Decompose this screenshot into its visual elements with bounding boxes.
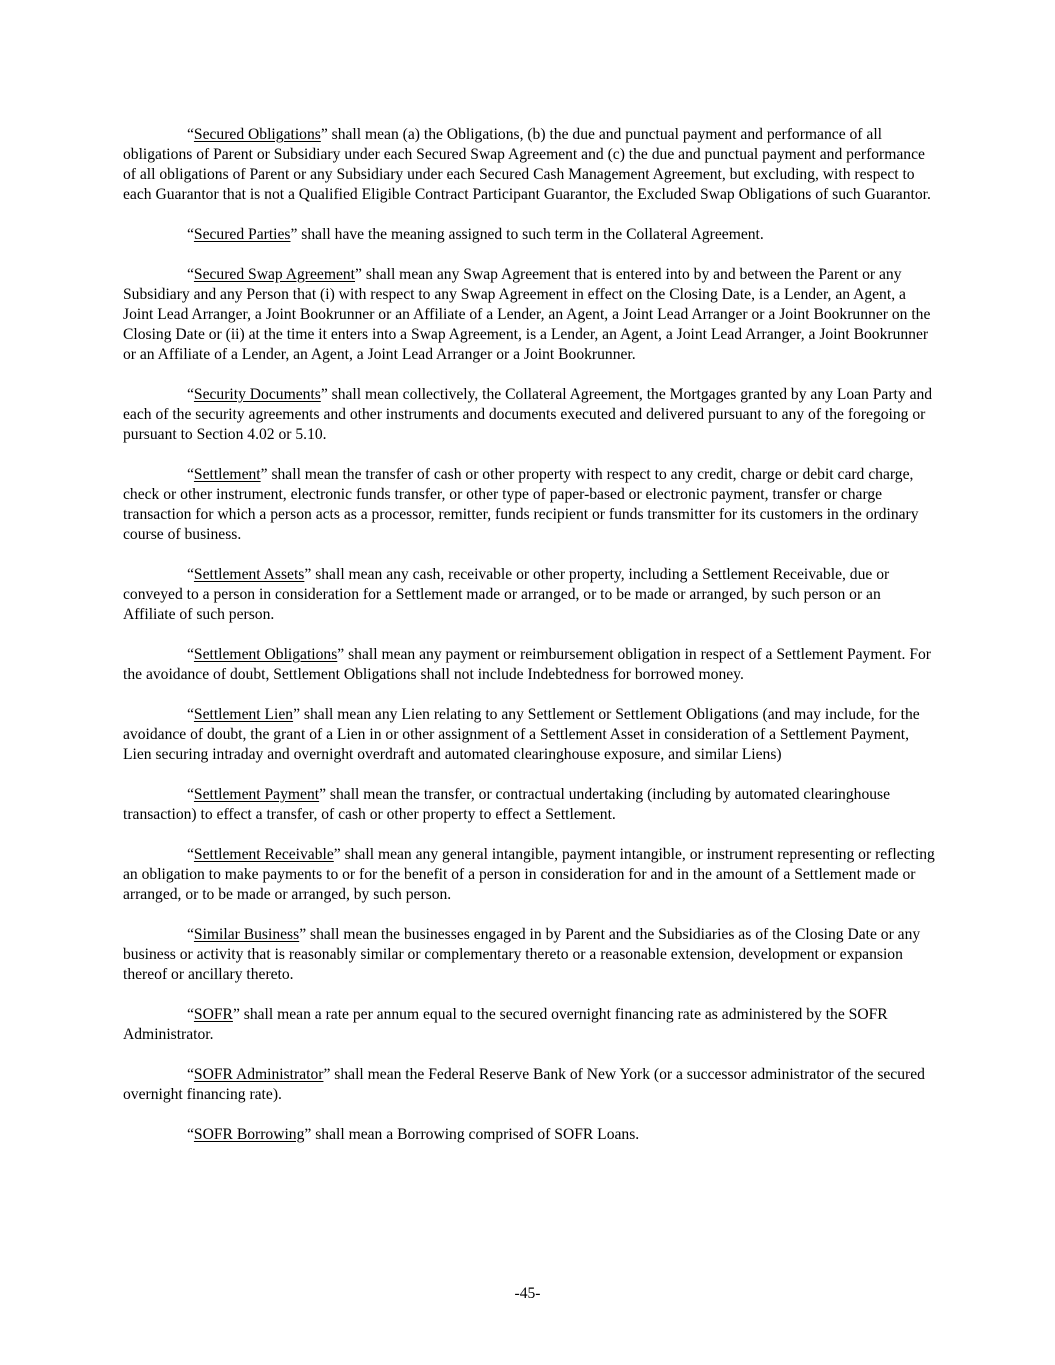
definitions-list [123,125,935,1165]
defined-term: SOFR Borrowing [193,1126,305,1143]
definition-text: shall mean a rate per annum equal to the secured overnight financing rate as administered by the SOFR Administrator. [123,1006,888,1043]
definition-text: shall mean any general intangible, payment intangible, or instrument representing or reflecting an obligation to make payments to or for the benefit of a person in consideration for and in the amount of a Settlement made or arranged, or to be made or arranged, by such person. [123,846,935,903]
defined-term: Settlement [193,466,261,483]
defined-term: Settlement Lien [193,706,294,723]
definition-text: shall mean any payment or reimbursement obligation in respect of a Settlement Payment. For the avoidance of doubt, Settlement Obligations shall not include Indebtedness for borrowed money. [123,646,931,683]
definition-paragraph: “Settlement Lien” shall mean any Lien relating to any Settlement or Settlement Obligations (and may include, for the avoidance of doubt, the grant of a Lien in or other assignment of a Settlement Asset in consideration of a Settlement Payment, Lien securing intraday and overnight overdraft and automated clearinghouse exposure, and similar Liens) [123,706,920,763]
defined-term: Secured Swap Agreement [193,266,356,283]
definition-text: shall mean the transfer, or contractual undertaking (including by automated clearinghouse transaction) to effect a transfer, of cash or other property to effect a Settlement. [123,786,891,823]
defined-term: Security Documents [193,386,321,403]
definition-text: shall mean any Lien relating to any Settlement or Settlement Obligations (and may include, for the avoidance of doubt, the grant of a Lien in or other assignment of a Settlement Asset in consideration of a Settlement Payment, Lien securing intraday and overnight overdraft and automated clearinghouse exposure, and similar Liens) [123,706,920,763]
definition-text: shall mean (a) the Obligations, (b) the due and punctual payment and performance of all obligations of Parent or Subsidiary under each Secured Swap Agreement and (c) the due and punctual payment and performance of all obligations of Parent or any Subsidiary under each Secured Cash Management Agreement, but excluding, with respect to each Guarantor that is not a Qualified Eligible Contract Participant Guarantor, the Excluded Swap Obligations of such Guarantor. [123,126,931,203]
defined-term: Secured Parties [193,226,291,243]
definition-paragraph: “Settlement Obligations” shall mean any payment or reimbursement obligation in respect of a Settlement Payment. For the avoidance of doubt, Settlement Obligations shall not include Indebtedness for borrowed money. [123,646,931,683]
definition-text: shall mean any Swap Agreement that is entered into by and between the Parent or any Subsidiary and any Person that (i) with respect to any Swap Agreement in effect on the Closing Date, is a Lender, an Agent, a Joint Lead Arranger, a Joint Bookrunner or an Affiliate of a Lender, an Agent, a Joint Lead Arranger or a Joint Bookrunner on the Closing Date or (ii) at the time it enters into a Swap Agreement, is a Lender, an Agent, a Joint Lead Arranger, a Joint Bookrunner or an Affiliate of a Lender, an Agent, a Joint Lead Arranger or a Joint Bookrunner. [123,266,931,363]
defined-term: Settlement Assets [193,566,305,583]
definition-text: shall mean a Borrowing comprised of SOFR Loans. [311,1126,640,1143]
definition-text: shall mean the businesses engaged in by Parent and the Subsidiaries as of the Closing Date or any business or activity that is reasonably similar or complementary thereto or a reasonable extension, development or expansion thereof or ancillary thereto. [123,926,921,983]
definition-paragraph: “Similar Business” shall mean the businesses engaged in by Parent and the Subsidiaries as of the Closing Date or any business or activity that is reasonably similar or complementary thereto or a reasonable extension, development or expansion thereof or ancillary thereto. [123,926,921,983]
defined-term: Similar Business [193,926,300,943]
definition-paragraph: “SOFR” shall mean a rate per annum equal to the secured overnight financing rate as administered by the SOFR Administrator. [123,1006,888,1043]
defined-term: SOFR Administrator [193,1066,324,1083]
defined-term: Settlement Receivable [193,846,334,863]
definition-paragraph: “Settlement Assets” shall mean any cash, receivable or other property, including a Settlement Receivable, due or conveyed to a person in consideration for a Settlement made or arranged, or to be made or arranged, by such person or an Affiliate of such person. [123,566,890,623]
definition-paragraph: “Secured Obligations” shall mean (a) the Obligations, (b) the due and punctual payment and performance of all obligations of Parent or Subsidiary under each Secured Swap Agreement and (c) the due and punctual payment and performance of all obligations of Parent or any Subsidiary under each Secured Cash Management Agreement, but excluding, with respect to each Guarantor that is not a Qualified Eligible Contract Participant Guarantor, the Excluded Swap Obligations of such Guarantor. [123,126,931,203]
definition-text: shall have the meaning assigned to such term in the Collateral Agreement. [297,226,764,243]
definition-paragraph: “SOFR Administrator” shall mean the Federal Reserve Bank of New York (or a successor administrator of the secured overnight financing rate). [123,1066,925,1103]
definition-paragraph: “Secured Parties” shall have the meaning assigned to such term in the Collateral Agreement. [187,226,764,243]
definition-text: shall mean the Federal Reserve Bank of New York (or a successor administrator of the secured overnight financing rate). [123,1066,925,1103]
definition-text: shall mean the transfer of cash or other property with respect to any credit, charge or debit card charge, check or other instrument, electronic funds transfer, or other type of paper-based or electronic payment, transfer or charge transaction for which a person acts as a processor, remitter, funds recipient or funds transmitter for its customers in the ordinary course of business. [123,466,919,543]
page-number: -45- [514,1285,541,1302]
definition-paragraph: “Settlement Payment” shall mean the transfer, or contractual undertaking (including by automated clearinghouse transaction) to effect a transfer, of cash or other property to effect a Settlement. [123,786,891,823]
definition-paragraph: “Secured Swap Agreement” shall mean any Swap Agreement that is entered into by and between the Parent or any Subsidiary and any Person that (i) with respect to any Swap Agreement in effect on the Closing Date, is a Lender, an Agent, a Joint Lead Arranger, a Joint Bookrunner or an Affiliate of a Lender, an Agent, a Joint Lead Arranger or a Joint Bookrunner on the Closing Date or (ii) at the time it enters into a Swap Agreement, is a Lender, an Agent, a Joint Lead Arranger, a Joint Bookrunner or an Affiliate of a Lender, an Agent, a Joint Lead Arranger or a Joint Bookrunner. [123,266,931,363]
defined-term: Secured Obligations [193,126,321,143]
definition-paragraph: “Settlement” shall mean the transfer of cash or other property with respect to any credit, charge or debit card charge, check or other instrument, electronic funds transfer, or other type of paper-based or electronic payment, transfer or charge transaction for which a person acts as a processor, remitter, funds recipient or funds transmitter for its customers in the ordinary course of business. [123,466,919,543]
definition-text: shall mean collectively, the Collateral Agreement, the Mortgages granted by any Loan Party and each of the security agreements and other instruments and documents executed and delivered pursuant to any of the foregoing or pursuant to Section 4.02 or 5.10. [123,386,933,443]
defined-term: SOFR [193,1006,233,1023]
defined-term: Settlement Obligations [193,646,338,663]
definition-text: shall mean any cash, receivable or other property, including a Settlement Receivable, due or conveyed to a person in consideration for a Settlement made or arranged, or to be made or arranged, by such person or an Affiliate of such person. [123,566,890,623]
definition-paragraph: “Security Documents” shall mean collectively, the Collateral Agreement, the Mortgages granted by any Loan Party and each of the security agreements and other instruments and documents executed and delivered pursuant to any of the foregoing or pursuant to Section 4.02 or 5.10. [123,386,933,443]
definition-paragraph: “SOFR Borrowing” shall mean a Borrowing comprised of SOFR Loans. [187,1126,640,1143]
definition-paragraph: “Settlement Receivable” shall mean any general intangible, payment intangible, or instrument representing or reflecting an obligation to make payments to or for the benefit of a person in consideration for and in the amount of a Settlement made or arranged, or to be made or arranged, by such person. [123,846,935,903]
defined-term: Settlement Payment [193,786,320,803]
